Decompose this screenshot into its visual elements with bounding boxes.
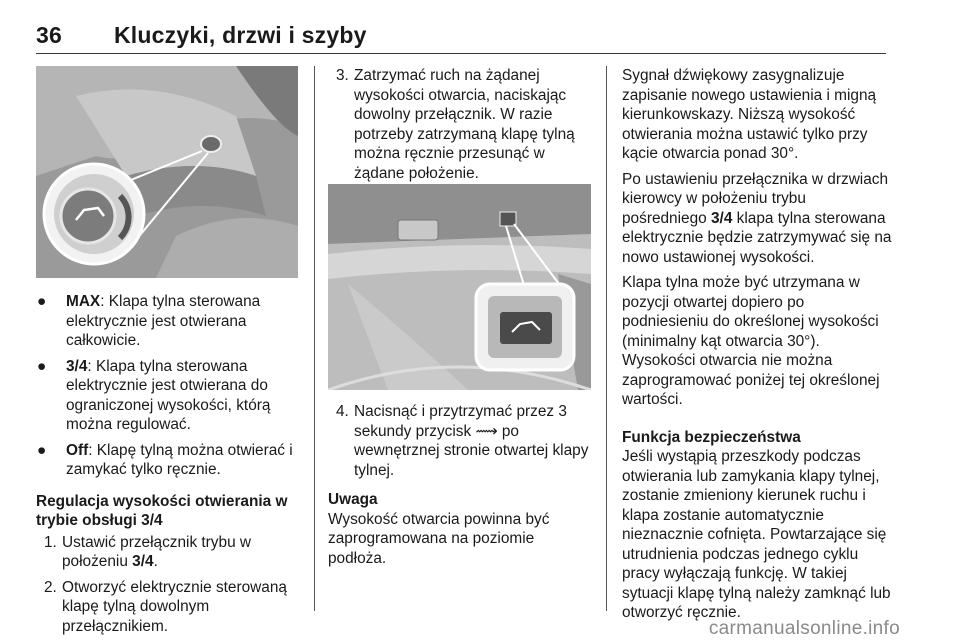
bullet-text: : Klapa tylna sterowana elektrycznie jest otwierana do ograniczonej wysokości, którą można regulować. — [66, 357, 271, 433]
paragraph-2-text-end: klapa tylna sterowana elektrycznie będzie zatrzymywać się na nowo ustawionej wysokości. — [622, 209, 892, 266]
bullet-off — [36, 441, 306, 480]
note-heading: Uwaga — [328, 491, 378, 508]
bullet-key: Off — [66, 441, 89, 459]
step-text: Zatrzymać ruch na żądanej wysokości otwarcia, naciskając dowolny przełącznik. W razie potrzeby zatrzymaną klapę tylną można ręcznie przesunąć w żądane położenie. — [354, 67, 575, 182]
step-text: Ustawić przełącznik trybu w położeniu — [62, 533, 252, 570]
note-text: Wysokość otwarcia powinna być zaprogramowana na poziomie podłoża. — [328, 510, 550, 567]
watermark: carmanualsonline.info — [708, 618, 900, 639]
column-2 — [328, 66, 596, 189]
bullet-key: MAX — [66, 293, 101, 310]
section-heading: Regulacja wysokości otwierania w trybie obsługi 3/4 — [36, 492, 288, 529]
column-1 — [36, 292, 306, 642]
page-title: Kluczyki, drzwi i szyby — [114, 22, 367, 48]
column-divider-2 — [606, 66, 607, 611]
bullet-symbol: ● — [37, 357, 47, 375]
door-switch-illustration — [36, 66, 298, 278]
bullet-symbol: ● — [37, 293, 47, 310]
paragraph-1: Sygnał dźwiękowy zasygnalizuje zapisanie nowego ustawienia i migną kierunkowskazy. Niższą wysokość otwierania można ustawić tylko przy kącie otwarcia ponad 30°. — [622, 67, 877, 162]
step-bold: 3/4 — [132, 553, 154, 570]
step-number: 4. — [336, 403, 349, 420]
column-divider-1 — [314, 66, 315, 611]
step-4 — [328, 402, 596, 480]
page-number: 36 — [36, 22, 62, 48]
step-2 — [36, 578, 306, 637]
column-3 — [622, 66, 892, 623]
bullet-key: 3/4 — [66, 357, 88, 375]
step-number: 3. — [336, 67, 349, 84]
header-rule — [36, 53, 886, 54]
step-text: Otworzyć elektrycznie sterowaną klapę tylną dowolnym przełącznikiem. — [62, 578, 287, 635]
tailgate-icon: ⟿ — [475, 422, 498, 440]
bullet-text: : Klapa tylna sterowana elektrycznie jest otwierana całkowicie. — [66, 293, 261, 349]
step-text-end: . — [153, 553, 158, 570]
bullet-text: : Klapę tylną można otwierać i zamykać tylko ręcznie. — [66, 441, 293, 478]
column-2-lower — [328, 402, 596, 568]
step-3 — [328, 66, 596, 183]
step-number: 1. — [44, 533, 57, 551]
safety-heading: Funkcja bezpieczeństwa — [622, 428, 801, 446]
bullet-three-quarter — [36, 357, 306, 435]
paragraph-3: Klapa tylna może być utrzymana w pozycji otwartej dopiero po podniesieniu do określonej wysokości (minimalny kąt otwarcia 30°). Wysokości otwarcia nie można zaprogramować poniżej tej określonej wartości. — [622, 274, 880, 408]
tailgate-button-illustration — [328, 184, 591, 390]
bullet-max — [36, 292, 306, 351]
step-number: 2. — [44, 578, 57, 596]
bullet-symbol: ● — [37, 441, 47, 459]
step-1 — [36, 533, 306, 572]
step-text-end: po wewnętrznej stronie otwartej klapy tylnej. — [354, 422, 589, 479]
safety-text: Jeśli wystąpią przeszkody podczas otwierania lub zamykania klapy tylnej, zostanie zmieniony kierunek ruchu i klapa zostanie automatycznie nieznacznie cofnięta. Powtarzające się utrudnienia podczas jednego cyklu pracy wyłączają funkcję. W takiej sytuacji klapę tylną należy zamknąć lub otworzyć ręcznie. — [622, 448, 891, 621]
paragraph-2-bold: 3/4 — [711, 209, 733, 227]
paragraph-2 — [622, 170, 892, 268]
step-text: Nacisnąć i przytrzymać przez 3 sekundy przycisk — [354, 403, 567, 440]
paragraph-2-text: Po ustawieniu przełącznika w drzwiach kierowcy w położeniu trybu pośredniego — [622, 170, 889, 227]
